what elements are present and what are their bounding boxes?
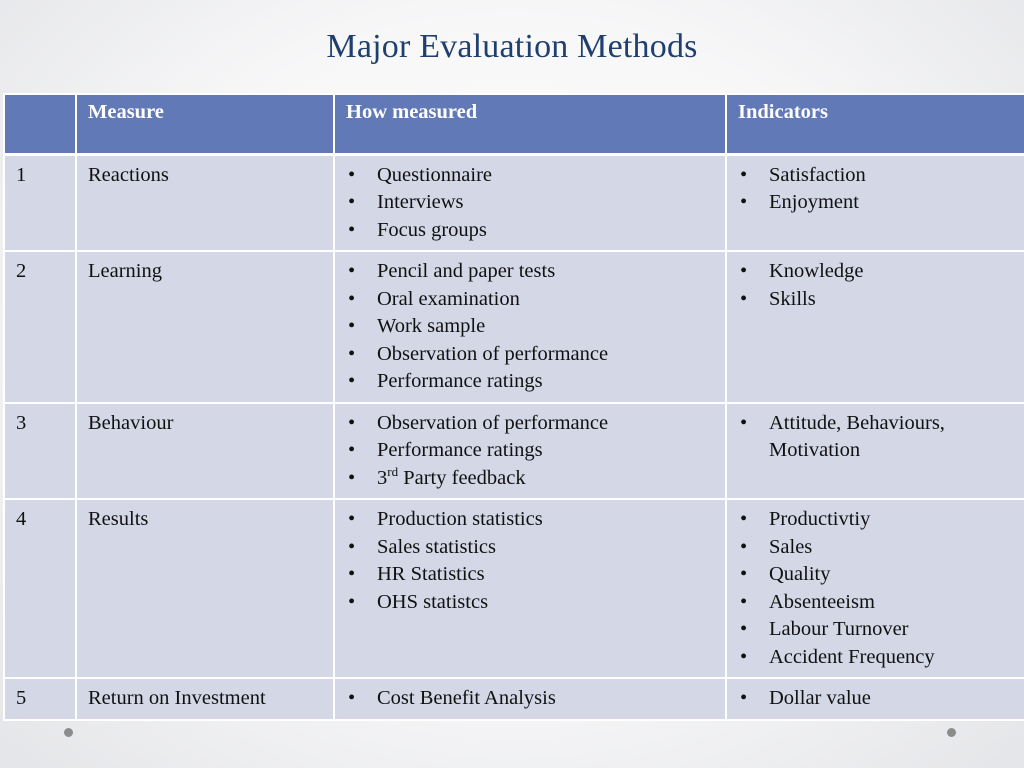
list-item [346, 465, 714, 493]
measure-cell: Results [76, 499, 334, 678]
list-item: • Labour Turnover [738, 616, 1013, 644]
evaluation-methods-table [3, 93, 1024, 721]
list-item: • Knowledge [738, 258, 1013, 286]
how-measured-list [346, 685, 714, 713]
list-item: • Quality [738, 561, 1013, 589]
table-row [4, 499, 1024, 678]
list-item: • Pencil and paper tests [346, 258, 714, 286]
list-item: • Questionnaire [346, 162, 714, 190]
measure-cell: Return on Investment [76, 678, 334, 720]
indicators-list [738, 258, 1013, 313]
decorative-dot-right [947, 728, 956, 737]
header-indicators: Indicators [726, 94, 1024, 154]
list-item: • Absenteeism [738, 589, 1013, 617]
list-item: • Focus groups [346, 217, 714, 245]
list-item: • Interviews [346, 189, 714, 217]
ordinal-number: 3 [377, 466, 388, 489]
table-row [4, 154, 1024, 251]
row-number: 1 [4, 154, 76, 251]
list-item: • Accident Frequency [738, 644, 1013, 672]
header-number [4, 94, 76, 154]
list-item: • Skills [738, 286, 1013, 314]
indicators-cell [726, 403, 1024, 500]
ordinal-suffix: rd [387, 463, 399, 479]
table-row [4, 678, 1024, 720]
how-measured-list [346, 410, 714, 493]
indicators-list [738, 685, 1013, 713]
list-item: • Productivtiy [738, 506, 1013, 534]
list-item: • Enjoyment [738, 189, 1013, 217]
list-item: • Sales statistics [346, 534, 714, 562]
indicators-cell [726, 251, 1024, 403]
row-number: 3 [4, 403, 76, 500]
row-number: 5 [4, 678, 76, 720]
list-item: • Satisfaction [738, 162, 1013, 190]
how-measured-list [346, 506, 714, 616]
how-measured-cell [334, 678, 726, 720]
measure-cell: Reactions [76, 154, 334, 251]
measure-cell: Behaviour [76, 403, 334, 500]
list-item: • Performance ratings [346, 437, 714, 465]
header-measure: Measure [76, 94, 334, 154]
how-measured-cell [334, 154, 726, 251]
indicators-cell [726, 154, 1024, 251]
list-item: • Dollar value [738, 685, 1013, 713]
indicators-list [738, 162, 1013, 217]
list-item: • Oral examination [346, 286, 714, 314]
how-measured-list [346, 258, 714, 396]
list-item: • Sales [738, 534, 1013, 562]
how-measured-list [346, 162, 714, 245]
slide-title: Major Evaluation Methods [326, 28, 698, 65]
table-row [4, 403, 1024, 500]
list-item: • Attitude, Behaviours, Motivation [738, 410, 1013, 465]
header-how-measured: How measured [334, 94, 726, 154]
list-item: • Performance ratings [346, 368, 714, 396]
list-item: • Production statistics [346, 506, 714, 534]
table-header-row [4, 94, 1024, 154]
row-number: 2 [4, 251, 76, 403]
list-item: • HR Statistics [346, 561, 714, 589]
how-measured-cell [334, 403, 726, 500]
measure-cell: Learning [76, 251, 334, 403]
list-item: • Observation of performance [346, 341, 714, 369]
list-item: • Work sample [346, 313, 714, 341]
how-measured-cell [334, 251, 726, 403]
how-measured-cell [334, 499, 726, 678]
indicators-list [738, 410, 1013, 465]
decorative-dot-left [64, 728, 73, 737]
list-item: • Cost Benefit Analysis [346, 685, 714, 713]
indicators-cell [726, 499, 1024, 678]
third-party-text: Party feedback [398, 466, 526, 489]
indicators-list [738, 506, 1013, 671]
list-item: • OHS statistcs [346, 589, 714, 617]
indicators-cell [726, 678, 1024, 720]
list-item: • Observation of performance [346, 410, 714, 438]
table-row [4, 251, 1024, 403]
row-number: 4 [4, 499, 76, 678]
